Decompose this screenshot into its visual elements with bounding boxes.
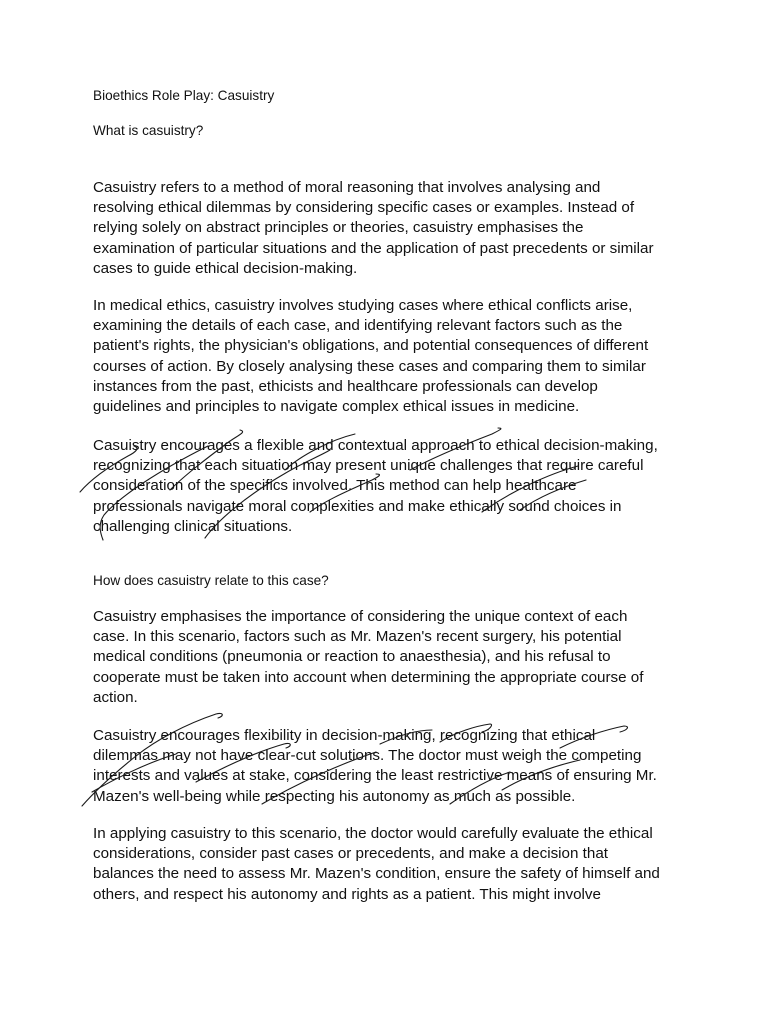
paragraph-unique-context bbox=[93, 607, 693, 708]
text-line: balances the need to assess Mr. Mazen's condition, ensure the safety of himself and bbox=[93, 865, 660, 883]
text-line: consideration of the specifics involved. This method can help healthcare bbox=[93, 477, 577, 495]
text-line: dilemmas may not have clear-cut solutions. The doctor must weigh the competing bbox=[93, 747, 642, 765]
document-title: Bioethics Role Play: Casuistry bbox=[93, 88, 275, 103]
text-line: instances from the past, ethicists and healthcare professionals can develop bbox=[93, 377, 598, 395]
text-line: In medical ethics, casuistry involves studying cases where ethical conflicts arise, bbox=[93, 297, 633, 314]
text-line: guidelines and principles to navigate complex ethical issues in medicine. bbox=[93, 398, 580, 416]
paragraph-flexible-approach bbox=[93, 436, 693, 537]
text-line: resolving ethical dilemmas by considering specific cases or examples. Instead of bbox=[93, 199, 635, 217]
section-question-relate-to-case: How does casuistry relate to this case? bbox=[93, 573, 329, 588]
text-line: medical conditions (pneumonia or reaction to anaesthesia), and his refusal to bbox=[93, 648, 611, 666]
text-line: cases to guide ethical decision-making. bbox=[93, 259, 358, 277]
text-line: In applying casuistry to this scenario, the doctor would carefully evaluate the ethical bbox=[93, 825, 653, 842]
text-line: others, and respect his autonomy and rights as a patient. This might involve bbox=[93, 885, 601, 903]
text-line: patient's rights, the physician's obligations, and potential consequences of different bbox=[93, 337, 649, 355]
section-question-what-is-casuistry: What is casuistry? bbox=[93, 123, 204, 138]
text-line: interests and values at stake, considering the least restrictive means of ensuring Mr. bbox=[93, 767, 657, 785]
text-line: courses of action. By closely analysing these cases and comparing them to similar bbox=[93, 357, 646, 375]
text-line: professionals navigate moral complexities and make ethically sound choices in bbox=[93, 497, 622, 515]
text-line: Casuistry emphasises the importance of considering the unique context of each bbox=[93, 608, 628, 625]
text-line: considerations, consider past cases or precedents, and make a decision that bbox=[93, 845, 608, 863]
text-line: Mazen's well-being while respecting his autonomy as much as possible. bbox=[93, 787, 576, 805]
text-line: challenging clinical situations. bbox=[93, 517, 293, 535]
text-line: examination of particular situations and the application of past precedents or similar bbox=[93, 239, 654, 257]
text-line: Casuistry encourages flexibility in decision-making, recognizing that ethical bbox=[93, 727, 596, 744]
text-line: Casuistry refers to a method of moral reasoning that involves analysing and bbox=[93, 179, 601, 196]
paragraph-casuistry-definition bbox=[93, 178, 693, 279]
paragraph-medical-ethics bbox=[93, 296, 693, 417]
text-line: case. In this scenario, factors such as Mr. Mazen's recent surgery, his potential bbox=[93, 628, 622, 646]
paragraph-flexibility-decision-making bbox=[93, 726, 693, 807]
text-line: examining the details of each case, and identifying relevant factors such as the bbox=[93, 317, 623, 335]
text-line: recognizing that each situation may present unique challenges that require careful bbox=[93, 457, 644, 475]
text-line: Casuistry encourages a flexible and contextual approach to ethical decision-making, bbox=[93, 437, 658, 454]
paragraph-applying-casuistry bbox=[93, 824, 693, 905]
text-line: relying solely on abstract principles or theories, casuistry emphasises the bbox=[93, 219, 584, 237]
text-line: cooperate must be taken into account when determining the appropriate course of bbox=[93, 668, 644, 686]
text-line: action. bbox=[93, 688, 138, 706]
